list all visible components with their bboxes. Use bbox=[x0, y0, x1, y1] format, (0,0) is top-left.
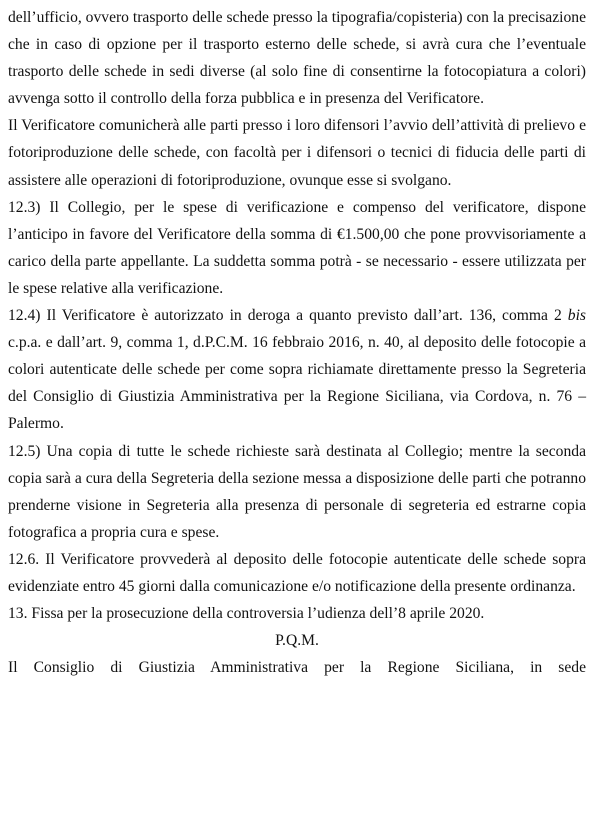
paragraph-12-4-end: c.p.a. e dall’art. 9, comma 1, d.P.C.M. 16 febbraio 2016, n. 40, al deposito delle fotocopie a colori autenticate delle schede per come sopra richiamate direttamente presso la Segreteria del Consiglio di Giustizia Amministrativa per la Regione Siciliana, via Cordova, n. 76 – Palermo. bbox=[8, 334, 586, 433]
paragraph-12-4-italic: bis bbox=[567, 307, 586, 325]
paragraph-12-6: 12.6. Il Verificatore provvederà al deposito delle fotocopie autenticate delle schede sopra evidenziate entro 45 giorni dalla comunicazione e/o notificazione della presente ordinanza. bbox=[8, 550, 586, 595]
section-heading: P.Q.M. bbox=[275, 632, 319, 650]
paragraph-12-5: 12.5) Una copia di tutte le schede richieste sarà destinata al Collegio; mentre la seconda copia sarà a cura della Segreteria della sezione messa a disposizione delle parti che potranno prenderne visione in Segreteria alla presenza di personale di segreteria ed estrarne copia fotografica a propria cura e spese. bbox=[8, 442, 586, 541]
paragraph-12-4 bbox=[8, 302, 586, 437]
paragraph-final: Il Consiglio di Giustizia Amministrativa per la Regione Siciliana, in sede bbox=[8, 659, 586, 677]
paragraph-12-4-start: 12.4) Il Verificatore è autorizzato in deroga a quanto previsto dall’art. 136, comma 2 bbox=[8, 307, 568, 325]
paragraph-verifier-notice: Il Verificatore comunicherà alle parti presso i loro difensori l’avvio dell’attività di prelievo e fotoriproduzione delle schede, con facoltà per i difensori o tecnici di fiducia delle parti di assistere alle operazioni di fotoriproduzione, ovunque esse si svolgano. bbox=[8, 117, 586, 189]
paragraph-transport: dell’ufficio, ovvero trasporto delle schede presso la tipografia/copisteria) con la precisazione che in caso di opzione per il trasporto esterno delle schede, si avrà cura che l’eventuale trasporto delle schede in sedi diverse (al solo fine di consentirne la fotocopiatura a colori) avvenga sotto il controllo della forza pubblica e in presenza del Verificatore. bbox=[8, 9, 586, 108]
paragraph-13: 13. Fissa per la prosecuzione della controversia l’udienza dell’8 aprile 2020. bbox=[8, 605, 485, 623]
paragraph-12-3: 12.3) Il Collegio, per le spese di verificazione e compenso del verificatore, dispone l’anticipo in favore del Verificatore della somma di €1.500,00 che pone provvisoriamente a carico della parte appellante. La suddetta somma potrà - se necessario - essere utilizzata per le spese relative alla verificazione. bbox=[8, 198, 586, 297]
